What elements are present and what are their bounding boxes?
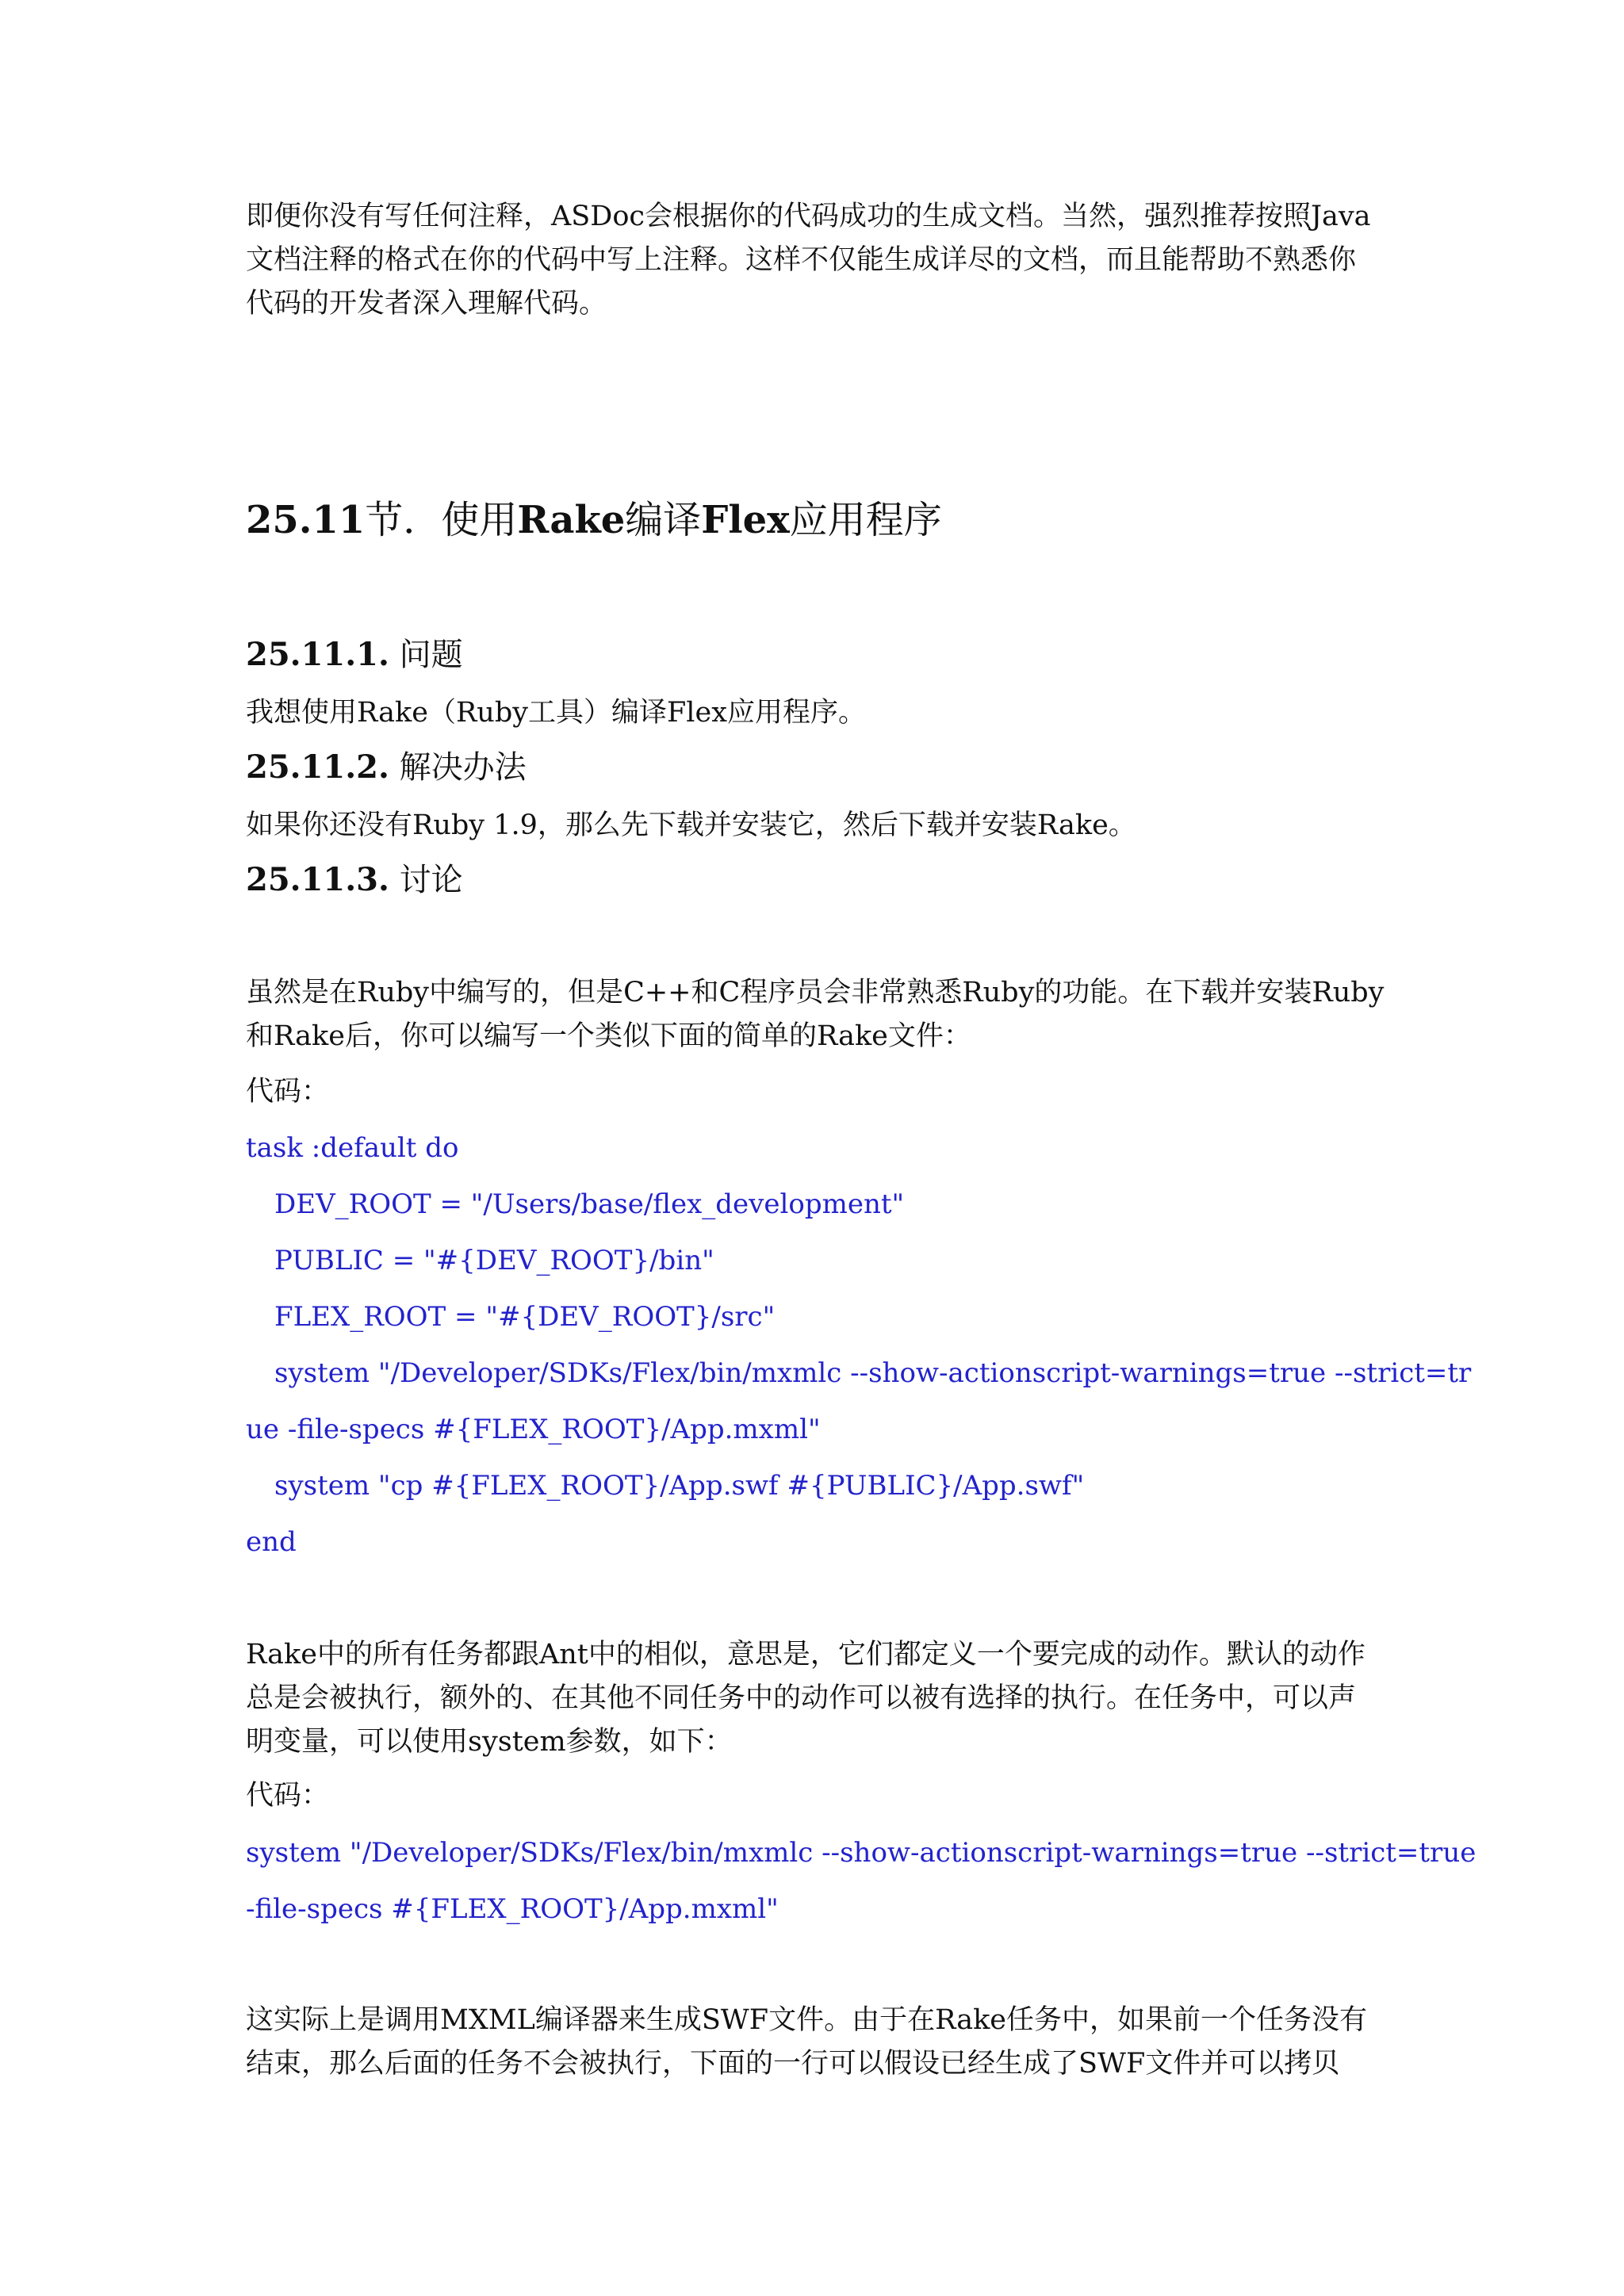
section-number: 25.11: [246, 498, 366, 542]
code-line: system "/Developer/SDKs/Flex/bin/mxmlc --show-actionscript-warnings=true --strict=tr: [274, 1357, 1472, 1389]
code-line: ue -file-specs #{FLEX_ROOT}/App.mxml": [246, 1414, 821, 1445]
discussion-line: 和Rake后，你可以编写一个类似下面的简单的Rake文件：: [246, 1020, 971, 1052]
discussion-paragraph-1: [246, 971, 1388, 1058]
code-line: FLEX_ROOT = "#{DEV_ROOT}/src": [274, 1301, 776, 1333]
solution-heading: [246, 745, 527, 790]
code-line: system "cp #{FLEX_ROOT}/App.swf #{PUBLIC}/App.swf": [274, 1470, 1085, 1502]
code-line: task :default do: [246, 1132, 459, 1164]
intro-line: 代码的开发者深入理解代码。: [246, 288, 607, 320]
discussion-line: 明变量，可以使用system参数，如下：: [246, 1726, 733, 1758]
section-title-part: Rake: [517, 498, 626, 542]
discussion-line: 结束，那么后面的任务不会被执行，下面的一行可以假设已经生成了SWF文件并可以拷贝: [246, 2048, 1340, 2080]
code-line: end: [246, 1526, 297, 1558]
intro-line: 文档注释的格式在你的代码中写上注释。这样不仅能生成详尽的文档，而且能帮助不熟悉你: [246, 244, 1357, 276]
section-title-part: Flex: [701, 498, 790, 542]
solution-number: 25.11.2.: [246, 748, 389, 786]
section-title-part: 应用程序: [789, 498, 942, 542]
problem-text: 我想使用Rake（Ruby工具）编译Flex应用程序。: [246, 697, 866, 729]
code-line: system "/Developer/SDKs/Flex/bin/mxmlc --show-actionscript-warnings=true --strict=true: [246, 1837, 1477, 1869]
discussion-line: 总是会被执行，额外的、在其他不同任务中的动作可以被有选择的执行。在任务中，可以声: [246, 1682, 1357, 1714]
section-heading: [246, 495, 942, 545]
section-title-part: 使用: [441, 498, 518, 542]
discussion-number: 25.11.3.: [246, 861, 389, 898]
code-label: 代码：: [246, 1076, 330, 1108]
section-title-part: 编译: [625, 498, 702, 542]
section-jie: 节．: [365, 498, 442, 542]
discussion-line: Rake中的所有任务都跟Ant中的相似，意思是，它们都定义一个要完成的动作。默认的动作: [246, 1639, 1365, 1670]
code-line: -file-specs #{FLEX_ROOT}/App.mxml": [246, 1893, 779, 1925]
discussion-title: 讨论: [399, 862, 463, 898]
code-label: 代码：: [246, 1780, 330, 1812]
discussion-line: 这实际上是调用MXML编译器来生成SWF文件。由于在Rake任务中，如果前一个任务没有: [246, 2004, 1368, 2036]
discussion-paragraph-2: [246, 1633, 1388, 1764]
problem-title: 问题: [399, 637, 463, 673]
discussion-heading: [246, 858, 463, 902]
discussion-line: 虽然是在Ruby中编写的，但是C++和C程序员会非常熟悉Ruby的功能。在下载并安装Ruby: [246, 977, 1385, 1008]
solution-text: 如果你还没有Ruby 1.9，那么先下载并安装它，然后下载并安装Rake。: [246, 809, 1136, 841]
code-line: DEV_ROOT = "/Users/base/flex_development": [274, 1188, 905, 1220]
intro-paragraph: [246, 195, 1388, 326]
code-line: PUBLIC = "#{DEV_ROOT}/bin": [274, 1245, 714, 1276]
discussion-paragraph-3: [246, 1999, 1388, 2086]
intro-line: 即便你没有写任何注释，ASDoc会根据你的代码成功的生成文档。当然，强烈推荐按照Java: [246, 201, 1371, 232]
solution-title: 解决办法: [399, 749, 527, 786]
problem-heading: [246, 633, 463, 677]
problem-number: 25.11.1.: [246, 636, 389, 673]
